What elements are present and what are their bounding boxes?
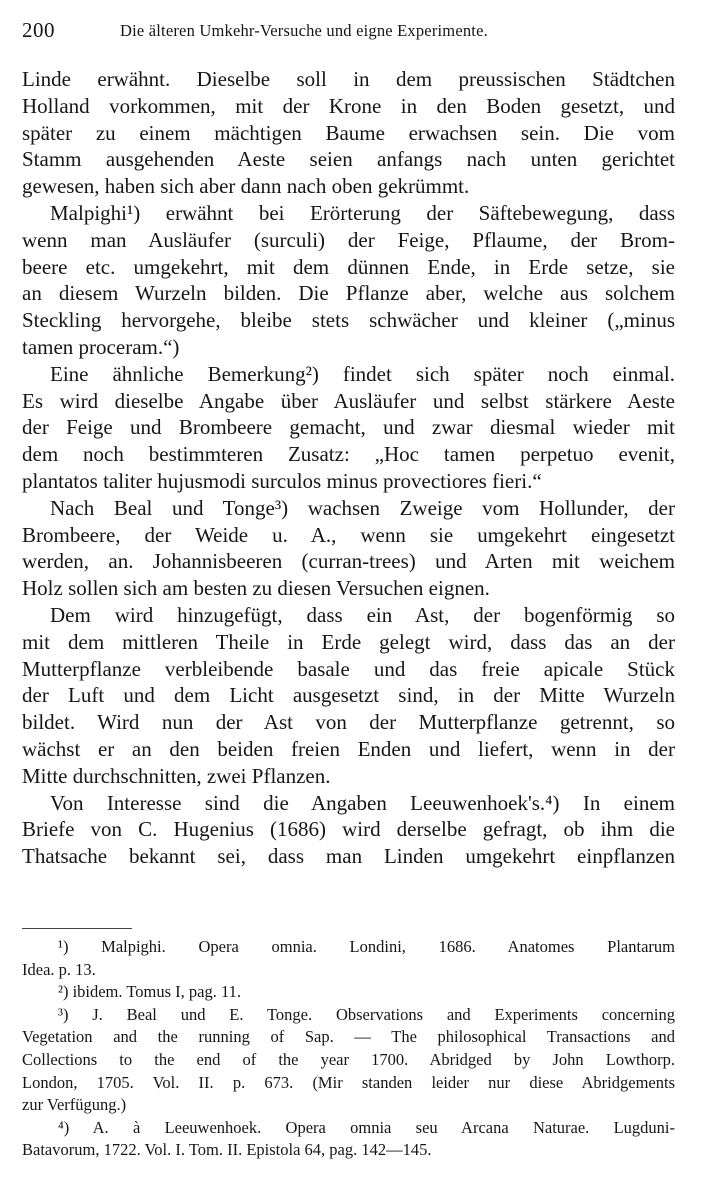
text-line: der Feige und Brombeere gemacht, und zwar diesmal wieder mit [22,415,675,440]
footnote-line: Vegetation and the running of Sap. — The philosophical Transactions and [22,1027,675,1047]
main-text [22,66,675,870]
text-line: der Luft und dem Licht ausgesetzt sind, in der Mitte Wurzeln [22,683,675,708]
text-line: Malpighi¹) erwähnt bei Erörterung der Säftebewegung, dass [50,200,675,225]
text-line: Linde erwähnt. Dieselbe soll in dem preussischen Städtchen [22,67,675,91]
page-header [22,18,682,48]
text-line: Steckling hervorgehe, bleibe stets schwächer und kleiner („minus [22,308,675,333]
text-line: später zu einem mächtigen Baume erwachsen sein. Die vom [22,120,675,145]
footnote-line: zur Verfügung.) [22,1095,127,1115]
text-line: plantatos taliter hujusmodi surculos minus provectiores fieri.“ [22,468,542,493]
text-line: Dem wird hinzugefügt, dass ein Ast, der bogenförmig so [50,602,675,627]
footnotes [22,936,675,1162]
text-line: beere etc. umgekehrt, mit dem dünnen Ende, in Erde setze, sie [22,254,675,279]
text-line: Stamm ausgehenden Aeste seien anfangs nach unten gerichtet [22,147,675,172]
text-line: Mitte durchschnitten, zwei Pflanzen. [22,763,331,788]
footnote-rule [22,928,132,929]
text-line: Holland vorkommen, mit der Krone in den Boden gesetzt, und [22,93,675,118]
text-line: Es wird dieselbe Angabe über Ausläufer und selbst stärkere Aeste [22,388,675,413]
footnote-line: London, 1705. Vol. II. p. 673. (Mir standen leider nur diese Abridgements [22,1072,675,1092]
text-line: tamen proceram.“) [22,334,180,359]
text-line: gewesen, haben sich aber dann nach oben gekrümmt. [22,174,470,199]
text-line: Brombeere, der Weide u. A., wenn sie umgekehrt eingesetzt [22,522,675,547]
footnote-line: ³) J. Beal und E. Tonge. Observations and Experiments concerning [58,1004,675,1024]
text-line: Holz sollen sich am besten zu diesen Versuchen eignen. [22,576,490,601]
page-number: 200 [22,18,55,42]
text-line: mit dem mittleren Theile in Erde gelegt wird, dass das an der [22,629,675,654]
text-line: wenn man Ausläufer (surculi) der Feige, Pflaume, der Brom- [22,227,675,252]
text-line: Von Interesse sind die Angaben Leeuwenhoek's.⁴) In einem [50,790,675,815]
text-line: an diesem Wurzeln bilden. Die Pflanze aber, welche aus solchem [22,281,675,306]
text-line: Mutterpflanze verbleibende basale und das freie apicale Stück [22,656,675,681]
footnote-line: ⁴) A. à Leeuwenhoek. Opera omnia seu Arcana Naturae. Lugduni- [58,1117,675,1137]
text-line: Nach Beal und Tonge³) wachsen Zweige vom Hollunder, der [50,495,675,520]
text-line: wächst er an den beiden freien Enden und liefert, wenn in der [22,736,675,761]
text-line: Briefe von C. Hugenius (1686) wird derselbe gefragt, ob ihm die [22,817,675,842]
text-line: Thatsache bekannt sei, dass man Linden umgekehrt einpflanzen [22,844,675,869]
footnote-line: Collections to the end of the year 1700. Abridged by John Lowthorp. [22,1049,675,1069]
text-line: dem noch bestimmteren Zusatz: „Hoc tamen perpetuo evenit, [22,442,675,467]
footnote-line: ²) ibidem. Tomus I, pag. 11. [58,982,241,1002]
running-title: Die älteren Umkehr-Versuche und eigne Experimente. [120,21,488,40]
text-line: Eine ähnliche Bemerkung²) findet sich später noch einmal. [50,361,675,386]
footnote-line: ¹) Malpighi. Opera omnia. Londini, 1686. Anatomes Plantarum [58,937,675,956]
footnote-line: Batavorum, 1722. Vol. I. Tom. II. Epistola 64, pag. 142—145. [22,1140,432,1160]
footnote-line: Idea. p. 13. [22,959,96,979]
text-line: werden, an. Johannisbeeren (curran-trees) und Arten mit weichem [22,549,675,574]
text-line: bildet. Wird nun der Ast von der Mutterpflanze getrennt, so [22,710,675,735]
